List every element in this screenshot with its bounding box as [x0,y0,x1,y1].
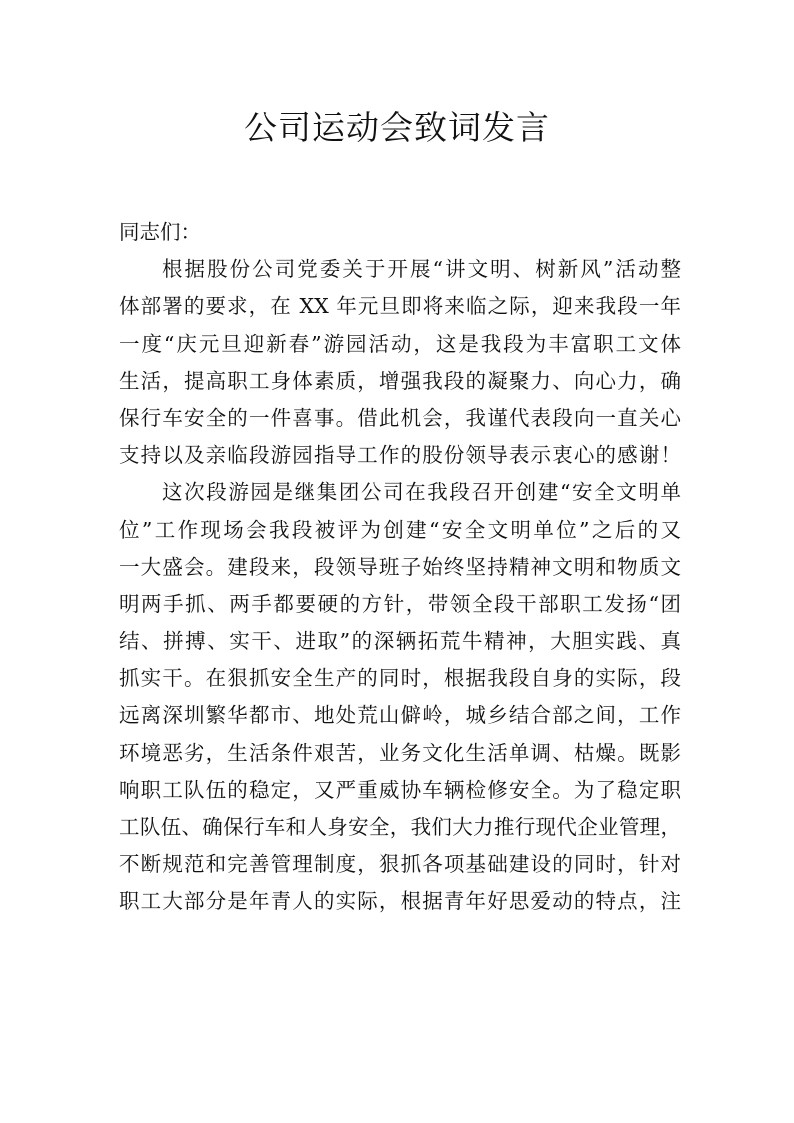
document-title: 公司运动会致词发言 [244,108,550,147]
paragraph-line: 不断规范和完善管理制度，狠抓各项基础建设的同时，针对 [119,852,681,877]
paragraph-line: 职工大部分是年青人的实际，根据青年好思爱动的特点，注 [119,889,681,914]
document-body [119,214,681,921]
paragraph-line: 一大盛会。建段来，段领导班子始终坚持精神文明和物质文 [119,554,681,579]
paragraph-line: 生活，提高职工身体素质，增强我段的凝聚力、向心力，确 [119,368,681,393]
paragraph-line: 工队伍、确保行车和人身安全，我们大力推行现代企业管理， [119,815,681,839]
paragraph-line: 位”工作现场会我段被评为创建“安全文明单位”之后的又 [119,517,681,542]
salutation: 同志们： [119,220,201,244]
paragraph-line: 明两手抓、两手都要硬的方针，带领全段干部职工发扬“团 [119,591,681,616]
paragraph-line: 响职工队伍的稳定，又严重威协车辆检修安全。为了稳定职 [119,777,681,802]
paragraph-line: 一度“庆元旦迎新春”游园活动，这是我段为丰富职工文体 [119,331,681,356]
paragraph-line: 体部署的要求，在 XX 年元旦即将来临之际，迎来我段一年 [119,294,681,319]
paragraph-line: 环境恶劣，生活条件艰苦，业务文化生活单调、枯燥。既影 [119,740,681,765]
paragraph-line: 抓实干。在狠抓安全生产的同时，根据我段自身的实际，段 [119,666,681,691]
paragraph-line: 结、拼搏、实干、进取”的深辆拓荒牛精神，大胆实践、真 [119,629,681,654]
paragraph-line: 根据股份公司党委关于开展“讲文明、树新风”活动整 [162,257,681,282]
paragraph-line: 支持以及亲临段游园指导工作的股份领导表示衷心的感谢！ [119,443,681,468]
paragraph-line: 保行车安全的一件喜事。借此机会，我谨代表段向一直关心 [119,405,681,430]
paragraph-line: 这次段游园是继集团公司在我段召开创建“安全文明单 [162,480,681,505]
paragraph-line: 远离深圳繁华都市、地处荒山僻岭，城乡结合部之间，工作 [119,703,681,728]
